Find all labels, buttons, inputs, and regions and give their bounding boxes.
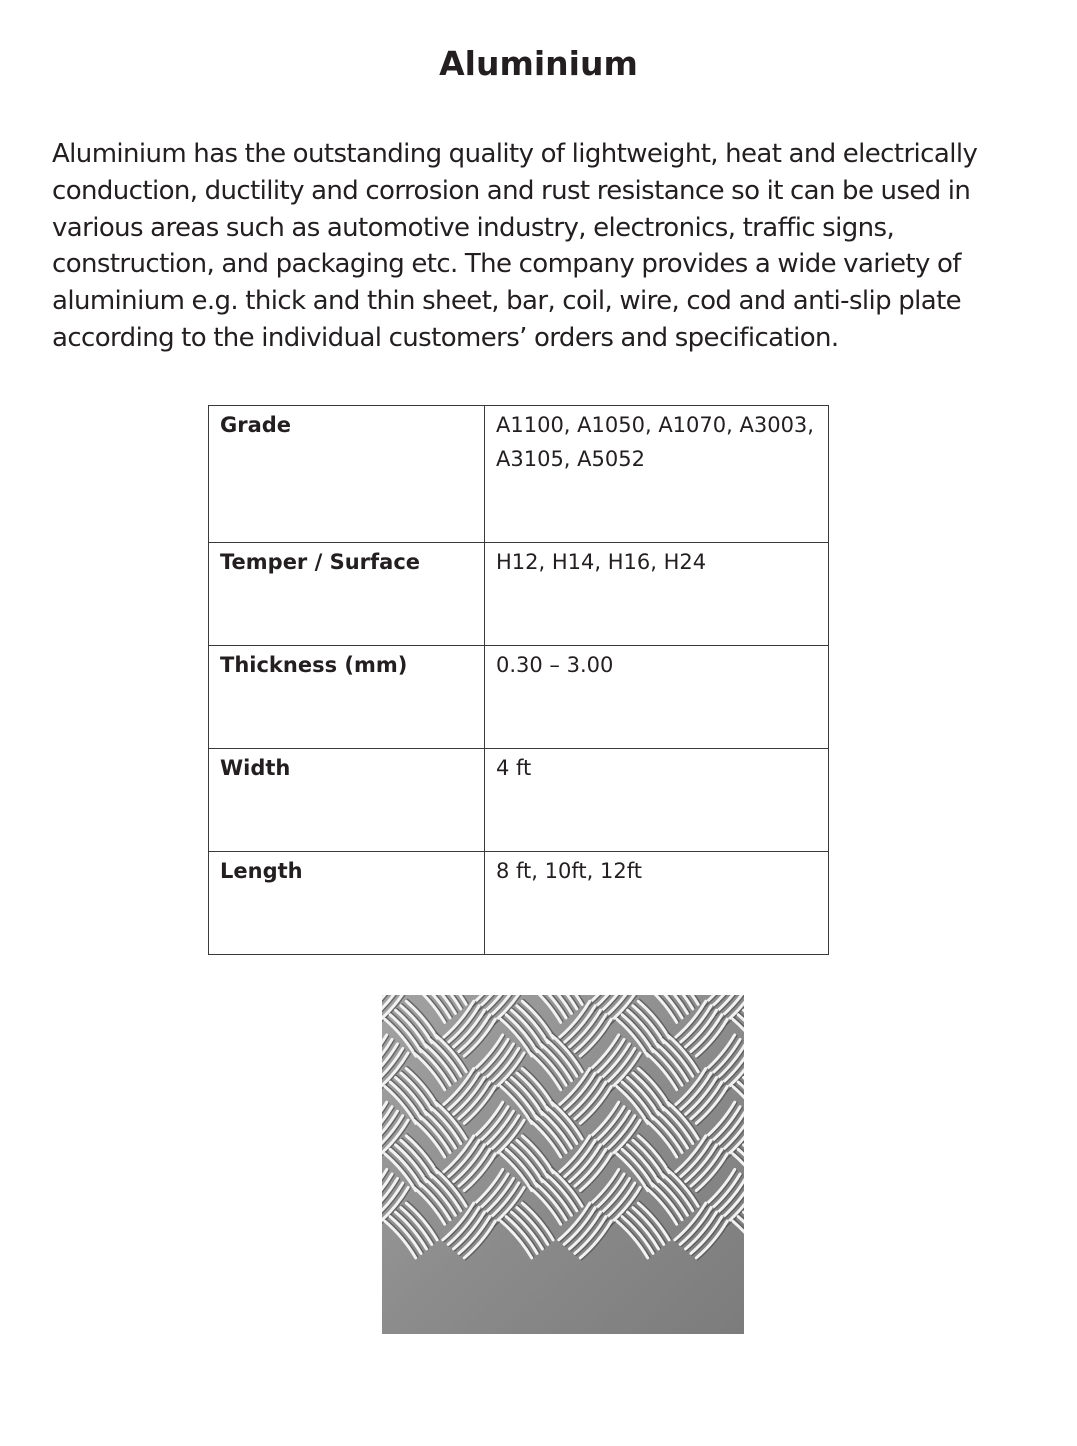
checker-plate-photo (382, 995, 744, 1334)
spec-row-grade (209, 406, 829, 543)
spec-table (208, 405, 829, 955)
spec-row-thickness (209, 646, 829, 749)
spec-value: H12, H14, H16, H24 (485, 543, 829, 646)
spec-row-temper (209, 543, 829, 646)
spec-label: Length (209, 852, 485, 955)
spec-row-width (209, 749, 829, 852)
page-title: Aluminium (439, 44, 638, 83)
spec-label: Thickness (mm) (209, 646, 485, 749)
intro-paragraph: Aluminium has the outstanding quality of lightweight, heat and electrically conduction, ductility and corrosion and rust resistance so it can be used in various areas such as automotive industry, electronics, traffic signs, construction, and packaging etc. The company provides a wide variety of aluminium e.g. thick and thin sheet, bar, coil, wire, cod and anti-slip plate according to the individual customers’ orders and specification. (52, 139, 978, 353)
spec-label: Grade (209, 406, 485, 543)
spec-value: 0.30 – 3.00 (485, 646, 829, 749)
spec-value: 8 ft, 10ft, 12ft (485, 852, 829, 955)
spec-value: 4 ft (485, 749, 829, 852)
spec-row-length (209, 852, 829, 955)
spec-label: Width (209, 749, 485, 852)
spec-value: A1100, A1050, A1070, A3003, A3105, A5052 (485, 406, 829, 543)
spec-label: Temper / Surface (209, 543, 485, 646)
